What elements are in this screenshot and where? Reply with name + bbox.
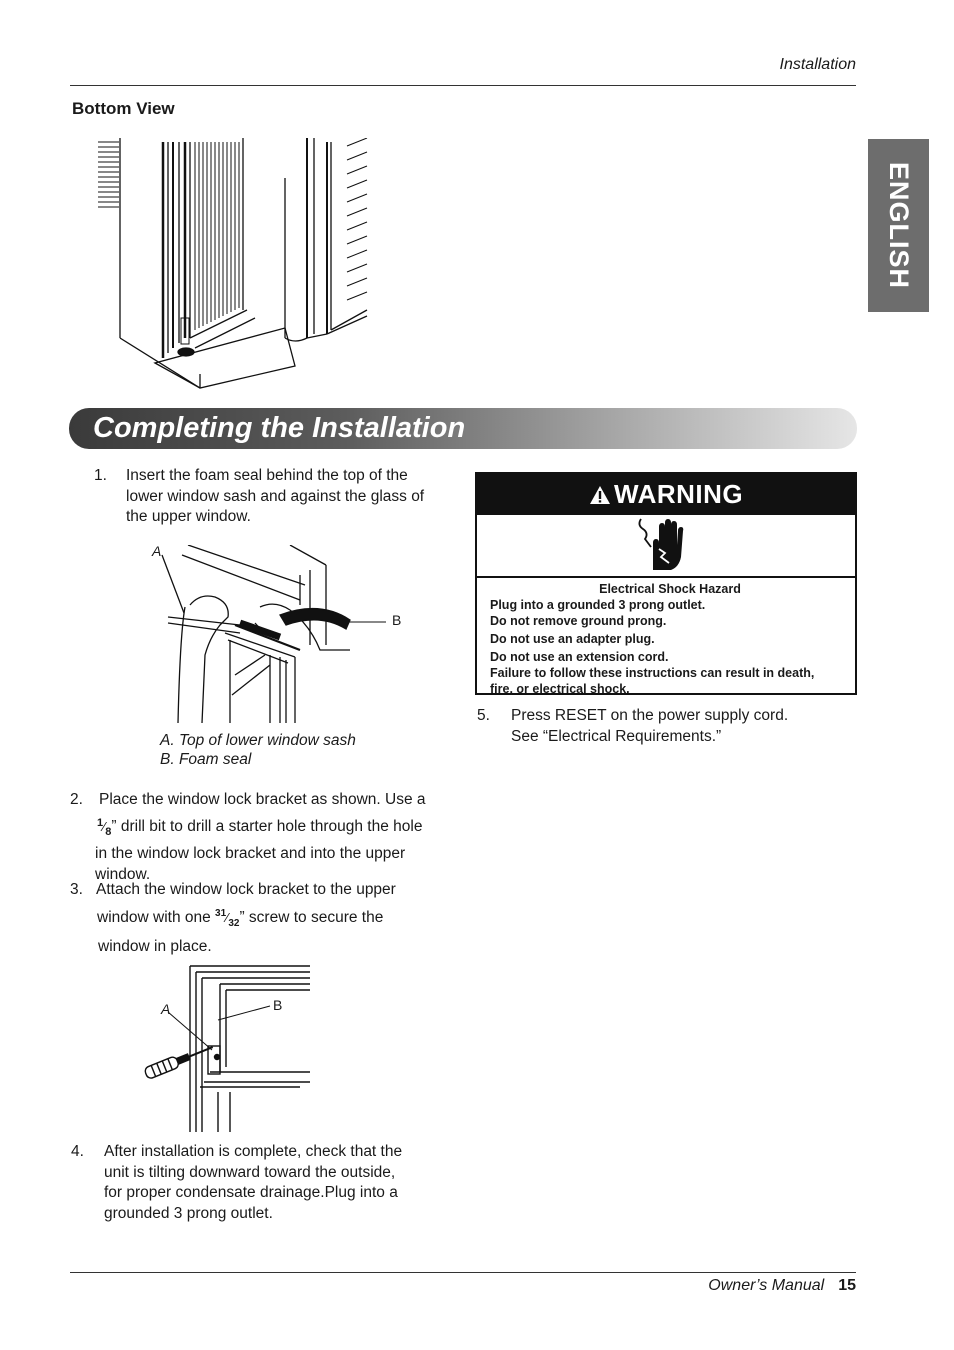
hazard-title: Electrical Shock Hazard <box>599 582 741 596</box>
fraction-denominator: 8 <box>105 825 112 838</box>
footer-rule <box>70 1272 856 1273</box>
step-number: 4. <box>71 1143 84 1160</box>
warning-line: fire, or electrical shock. <box>490 682 630 696</box>
step-number: 5. <box>477 707 490 724</box>
warning-line: Do not use an extension cord. <box>490 650 669 664</box>
step-number: 2. <box>70 791 83 808</box>
step-line: lower window sash and against the glass of <box>126 487 425 505</box>
step-line-with-fraction: window with one $^{31}⁄_{32}$” screw to secure the <box>97 907 384 929</box>
step-line: Insert the foam seal behind the top of the <box>126 467 408 484</box>
step-line: for proper condensate drainage.Plug into a <box>104 1184 398 1201</box>
warning-triangle-icon <box>589 485 611 505</box>
step-line: window in place. <box>98 938 212 955</box>
step-number: 1. <box>94 467 107 484</box>
warning-line: Failure to follow these instructions can result in death, <box>490 666 815 680</box>
figure1-label-b: B <box>392 612 402 628</box>
warning-heading: WARNING <box>614 479 744 509</box>
bottom-view-illustration <box>95 138 370 390</box>
warning-text <box>490 581 850 697</box>
step-line: unit is tilting downward toward the outside, <box>104 1163 396 1181</box>
step-line: window. <box>95 865 151 883</box>
page-number: 15 <box>838 1277 856 1294</box>
fraction-numerator: 31 <box>215 907 227 919</box>
header-rule <box>70 85 856 86</box>
warning-line: Plug into a grounded 3 prong outlet. <box>490 598 706 612</box>
warning-line: Do not remove ground prong. <box>490 614 667 628</box>
foam-seal-illustration <box>160 545 390 725</box>
language-tab <box>868 139 929 312</box>
figure2-label-a: A <box>161 1001 171 1017</box>
step-3 <box>70 878 470 959</box>
step-line: See “Electrical Requirements.” <box>511 727 722 745</box>
step-line: Place the window lock bracket as shown. Use a <box>99 791 426 808</box>
step-line: ” screw to secure the <box>239 908 384 926</box>
step-4 <box>71 1142 471 1224</box>
step-line: After installation is complete, check that the <box>104 1143 403 1160</box>
bottom-view-title: Bottom View <box>72 99 175 118</box>
lock-bracket-illustration <box>140 962 315 1134</box>
header-section-title: Installation <box>779 56 856 73</box>
step-line-with-fraction: $^1⁄_8$” drill bit to drill a starter hole through the hole <box>97 816 423 838</box>
step-1 <box>94 466 464 528</box>
warning-icon-area <box>477 515 855 578</box>
footer-manual-title: Owner’s Manual <box>708 1277 825 1294</box>
fraction-numerator: 1 <box>97 816 104 829</box>
step-2 <box>70 788 470 885</box>
figure1-caption-b: B. Foam seal <box>160 751 252 768</box>
language-tab-label: ENGLISH <box>884 161 915 290</box>
figure1-caption-a: A. Top of lower window sash <box>160 732 356 749</box>
step-line: in the window lock bracket and into the upper <box>95 845 406 862</box>
figure2-label-b: B <box>273 997 283 1013</box>
step-line: Attach the window lock bracket to the upper <box>96 881 396 898</box>
step-line: grounded 3 prong outlet. <box>104 1204 273 1222</box>
step-line: Press RESET on the power supply cord. <box>511 707 789 724</box>
fraction-denominator: 32 <box>228 917 240 929</box>
step-line: window with one <box>97 908 211 926</box>
footer <box>708 1277 856 1295</box>
warning-box <box>475 472 857 695</box>
step-line: ” drill bit to drill a starter hole through the hole <box>111 817 423 835</box>
section-title: Completing the Installation <box>93 412 466 444</box>
step-line: the upper window. <box>126 508 251 525</box>
step-number: 3. <box>70 881 83 898</box>
warning-line: Do not use an adapter plug. <box>490 632 655 646</box>
electric-shock-hand-icon <box>635 517 685 573</box>
figure1-label-a: A <box>152 543 162 559</box>
warning-header <box>477 474 855 515</box>
step-5 <box>477 706 847 747</box>
